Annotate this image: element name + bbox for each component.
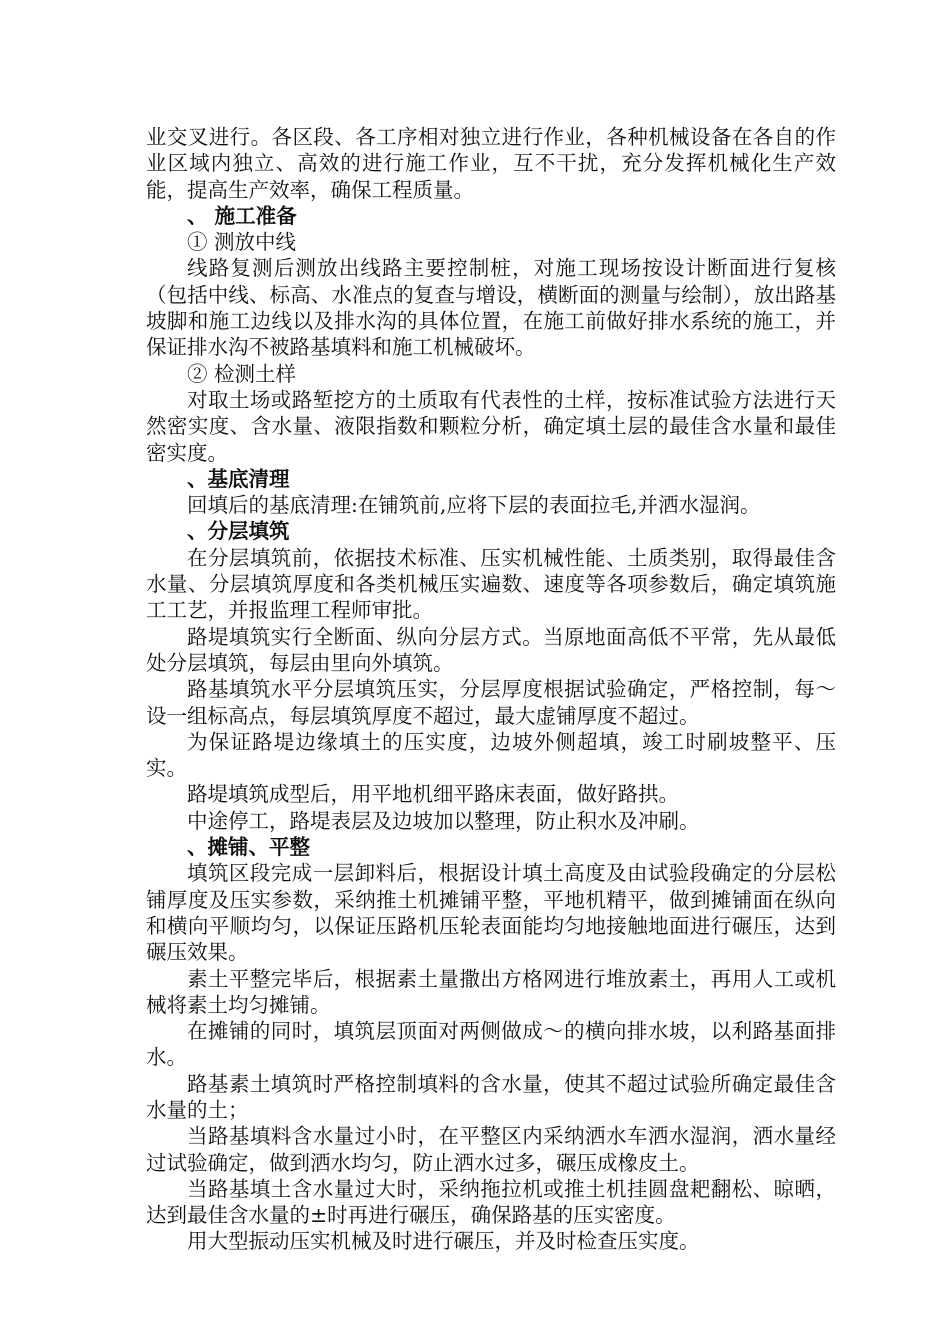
paragraph: 在摊铺的同时，填筑层顶面对两侧做成～的横向排水坡，以利路基面排水。 xyxy=(146,1019,836,1070)
paragraph: 路堤填筑实行全断面、纵向分层方式。当原地面高低不平常，先从最低处分层填筑，每层由里向外填筑。 xyxy=(146,624,836,675)
paragraph: 用大型振动压实机械及时进行碾压，并及时检查压实度。 xyxy=(187,1229,700,1254)
paragraph: 回填后的基底清理:在铺筑前,应将下层的表面拉毛,并洒水湿润。 xyxy=(187,493,761,518)
paragraph: 在分层填筑前，依据技术标准、压实机械性能、土质类别，取得最佳含水量、分层填筑厚度和各类机械压实遍数、速度等各项参数后，确定填筑施工工艺，并报监理工程师审批。 xyxy=(146,545,836,623)
paragraph: 中途停工，路堤表层及边坡加以整理，防止积水及冲刷。 xyxy=(187,808,700,833)
paragraph: 路基素土填筑时严格控制填料的含水量，使其不超过试验所确定最佳含水量的土； xyxy=(146,1071,836,1122)
paragraph: 路堤填筑成型后，用平地机细平路床表面，做好路拱。 xyxy=(187,782,679,807)
paragraph: 当路基填料含水量过小时，在平整区内采纳洒水车洒水湿润，洒水量经过试验确定，做到洒水均匀，防止洒水过多，碾压成橡皮土。 xyxy=(146,1124,836,1175)
section-heading-spreading-leveling: 、摊铺、平整 xyxy=(187,835,310,860)
section-heading-base-cleaning: 、基底清理 xyxy=(187,466,290,491)
paragraph: 对取土场或路堑挖方的土质取有代表性的土样，按标准试验方法进行天然密实度、含水量、液限指数和颗粒分析，确定填土层的最佳含水量和最佳密实度。 xyxy=(146,387,836,465)
paragraph: 为保证路堤边缘填土的压实度，边坡外侧超填，竣工时刷坡整平、压实。 xyxy=(146,729,836,781)
subheading-survey-centerline: ① 测放中线 xyxy=(187,230,297,255)
subheading-soil-test: ② 检测土样 xyxy=(187,361,297,386)
paragraph-continuation: 业交叉进行。各区段、各工序相对独立进行作业，各种机械设备在各自的作业区域内独立、高效的进行施工作业，互不干扰，充分发挥机械化生产效能，提高生产效率，确保工程质量。 xyxy=(146,125,836,202)
section-heading-construction-prep: 、 施工准备 xyxy=(187,203,297,228)
paragraph: 填筑区段完成一层卸料后，根据设计填土高度及由试验段确定的分层松铺厚度及压实参数，采纳推土机摊铺平整，平地机精平，做到摊铺面在纵向和横向平顺均匀，以保证压路机压轮表面能均匀地接触地面进行碾压，达到碾压效果。 xyxy=(146,861,836,965)
paragraph: 当路基填土含水量过大时，采纳拖拉机或推土机挂圆盘耙翻松、晾晒，达到最佳含水量的±时再进行碾压，确保路基的压实密度。 xyxy=(146,1176,836,1228)
document-body xyxy=(146,124,836,1255)
paragraph: 路基填筑水平分层填筑压实，分层厚度根据试验确定，严格控制，每～设一组标高点，每层填筑厚度不超过，最大虚铺厚度不超过。 xyxy=(146,677,836,728)
paragraph: 素土平整完毕后，根据素土量撒出方格网进行堆放素土，再用人工或机械将素土均匀摊铺。 xyxy=(146,966,836,1017)
paragraph: 线路复测后测放出线路主要控制桩，对施工现场按设计断面进行复核（包括中线、标高、水准点的复查与增设，横断面的测量与绘制），放出路基坡脚和施工边线以及排水沟的具体位置，在施工前做好排水系统的施工，并保证排水沟不被路基填料和施工机械破坏。 xyxy=(146,256,836,360)
section-heading-layered-filling: 、分层填筑 xyxy=(187,519,290,544)
